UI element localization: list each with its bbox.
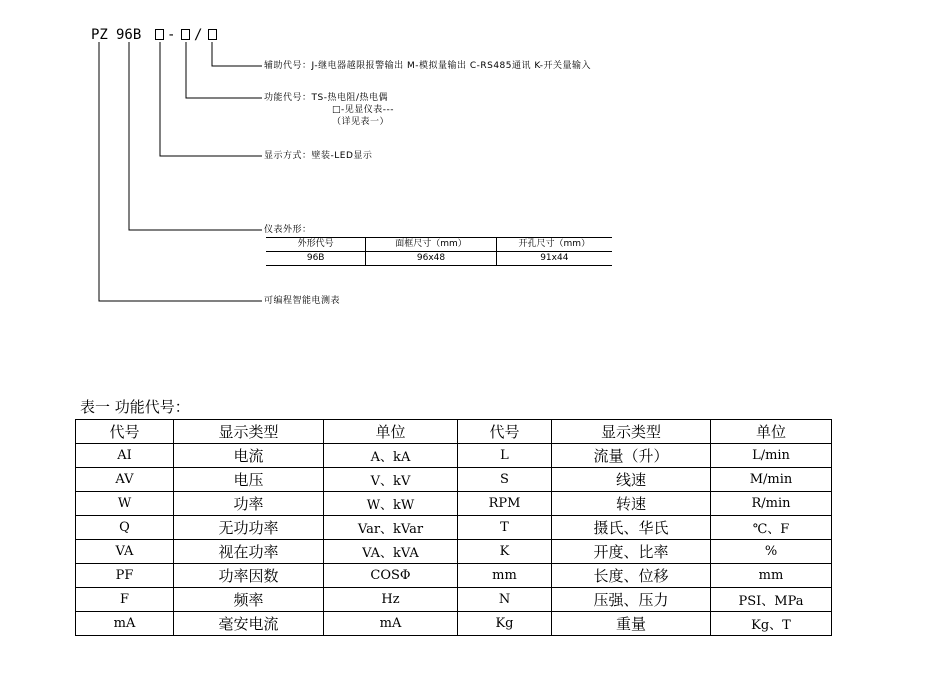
aux-leader (212, 42, 262, 66)
cell-code-2: mm (458, 564, 552, 588)
cell-code-2: S (458, 468, 552, 492)
cell-unit-2: M/min (711, 468, 832, 492)
display-mode-label: 显示方式：壁装-LED显示 (264, 151, 373, 161)
cell-unit-2: R/min (711, 492, 832, 516)
function-leader (186, 42, 262, 98)
shape-label: 仪表外形： (264, 225, 312, 235)
model-number: 96B (116, 27, 142, 43)
function-code-label-3: （详见表一） (332, 117, 390, 127)
cell-display-type: 无功功率 (174, 516, 324, 540)
cell-display-type: 频率 (174, 588, 324, 612)
table-row (76, 492, 832, 516)
cell-unit-2: PSI、MPa (711, 588, 832, 612)
cell-code: F (76, 588, 174, 612)
cell-display-type-2: 重量 (552, 612, 711, 636)
table-row (76, 516, 832, 540)
cell-display-type-2: 摄氏、华氏 (552, 516, 711, 540)
table-row (76, 612, 832, 636)
table-header-row (76, 420, 832, 444)
cell-unit-2: mm (711, 564, 832, 588)
header-unit-2: 单位 (711, 420, 832, 444)
cell-code: W (76, 492, 174, 516)
table-row (76, 468, 832, 492)
model-dash: - (167, 27, 176, 43)
shape-leader (129, 42, 262, 230)
header-display-type-2: 显示类型 (552, 420, 711, 444)
cell-code: PF (76, 564, 174, 588)
model-slash: / (194, 27, 203, 43)
cell-unit: Var、kVar (324, 516, 458, 540)
dim-cell-shape: 96B (266, 252, 366, 266)
cell-code-2: L (458, 444, 552, 468)
header-code: 代号 (76, 420, 174, 444)
cell-display-type: 视在功率 (174, 540, 324, 564)
cell-code-2: K (458, 540, 552, 564)
cell-unit: VA、kVA (324, 540, 458, 564)
cell-unit: V、kV (324, 468, 458, 492)
cell-code-2: RPM (458, 492, 552, 516)
function-table-title: 表一 功能代号： (80, 398, 190, 416)
cell-display-type-2: 开度、比率 (552, 540, 711, 564)
cell-unit: Hz (324, 588, 458, 612)
cell-code: AI (76, 444, 174, 468)
cell-code-2: T (458, 516, 552, 540)
dimension-table (266, 237, 612, 266)
cell-unit: A、kA (324, 444, 458, 468)
product-leader (99, 42, 262, 301)
cell-display-type-2: 转速 (552, 492, 711, 516)
table-row (76, 540, 832, 564)
cell-code: mA (76, 612, 174, 636)
cell-unit-2: ℃、F (711, 516, 832, 540)
product-label: 可编程智能电测表 (264, 296, 341, 306)
cell-code: VA (76, 540, 174, 564)
dim-cell-frame: 96x48 (366, 252, 496, 266)
cell-unit-2: Kg、T (711, 612, 832, 636)
cell-display-type: 电压 (174, 468, 324, 492)
cell-display-type-2: 压强、压力 (552, 588, 711, 612)
cell-unit: W、kW (324, 492, 458, 516)
cell-display-type-2: 流量（升） (552, 444, 711, 468)
display-leader (160, 42, 262, 156)
cell-unit-2: L/min (711, 444, 832, 468)
dim-header-frame: 面框尺寸（mm） (366, 238, 496, 252)
function-code-label: 功能代号：TS-热电阻/热电偶 (264, 93, 388, 103)
cell-display-type-2: 长度、位移 (552, 564, 711, 588)
function-code-table (75, 419, 832, 636)
header-code-2: 代号 (458, 420, 552, 444)
cell-code: AV (76, 468, 174, 492)
aux-code-label: 辅助代号：J-继电器越限报警输出 M-模拟量输出 C-RS485通讯 K-开关量输入 (264, 61, 592, 71)
cell-display-type: 毫安电流 (174, 612, 324, 636)
function-code-label-2: □-见显仪表--- (332, 105, 394, 115)
header-unit: 单位 (324, 420, 458, 444)
cell-unit: COSΦ (324, 564, 458, 588)
cell-unit-2: % (711, 540, 832, 564)
cell-unit: mA (324, 612, 458, 636)
model-prefix: PZ (91, 27, 108, 43)
table-row (76, 444, 832, 468)
cell-display-type-2: 线速 (552, 468, 711, 492)
header-display-type: 显示类型 (174, 420, 324, 444)
cell-display-type: 功率 (174, 492, 324, 516)
table-row (76, 588, 832, 612)
cell-code-2: Kg (458, 612, 552, 636)
cell-code-2: N (458, 588, 552, 612)
dim-header-shape: 外形代号 (266, 238, 366, 252)
dim-header-cutout: 开孔尺寸（mm） (496, 238, 612, 252)
dim-cell-cutout: 91x44 (496, 252, 612, 266)
cell-code: Q (76, 516, 174, 540)
cell-display-type: 电流 (174, 444, 324, 468)
cell-display-type: 功率因数 (174, 564, 324, 588)
table-row (76, 564, 832, 588)
